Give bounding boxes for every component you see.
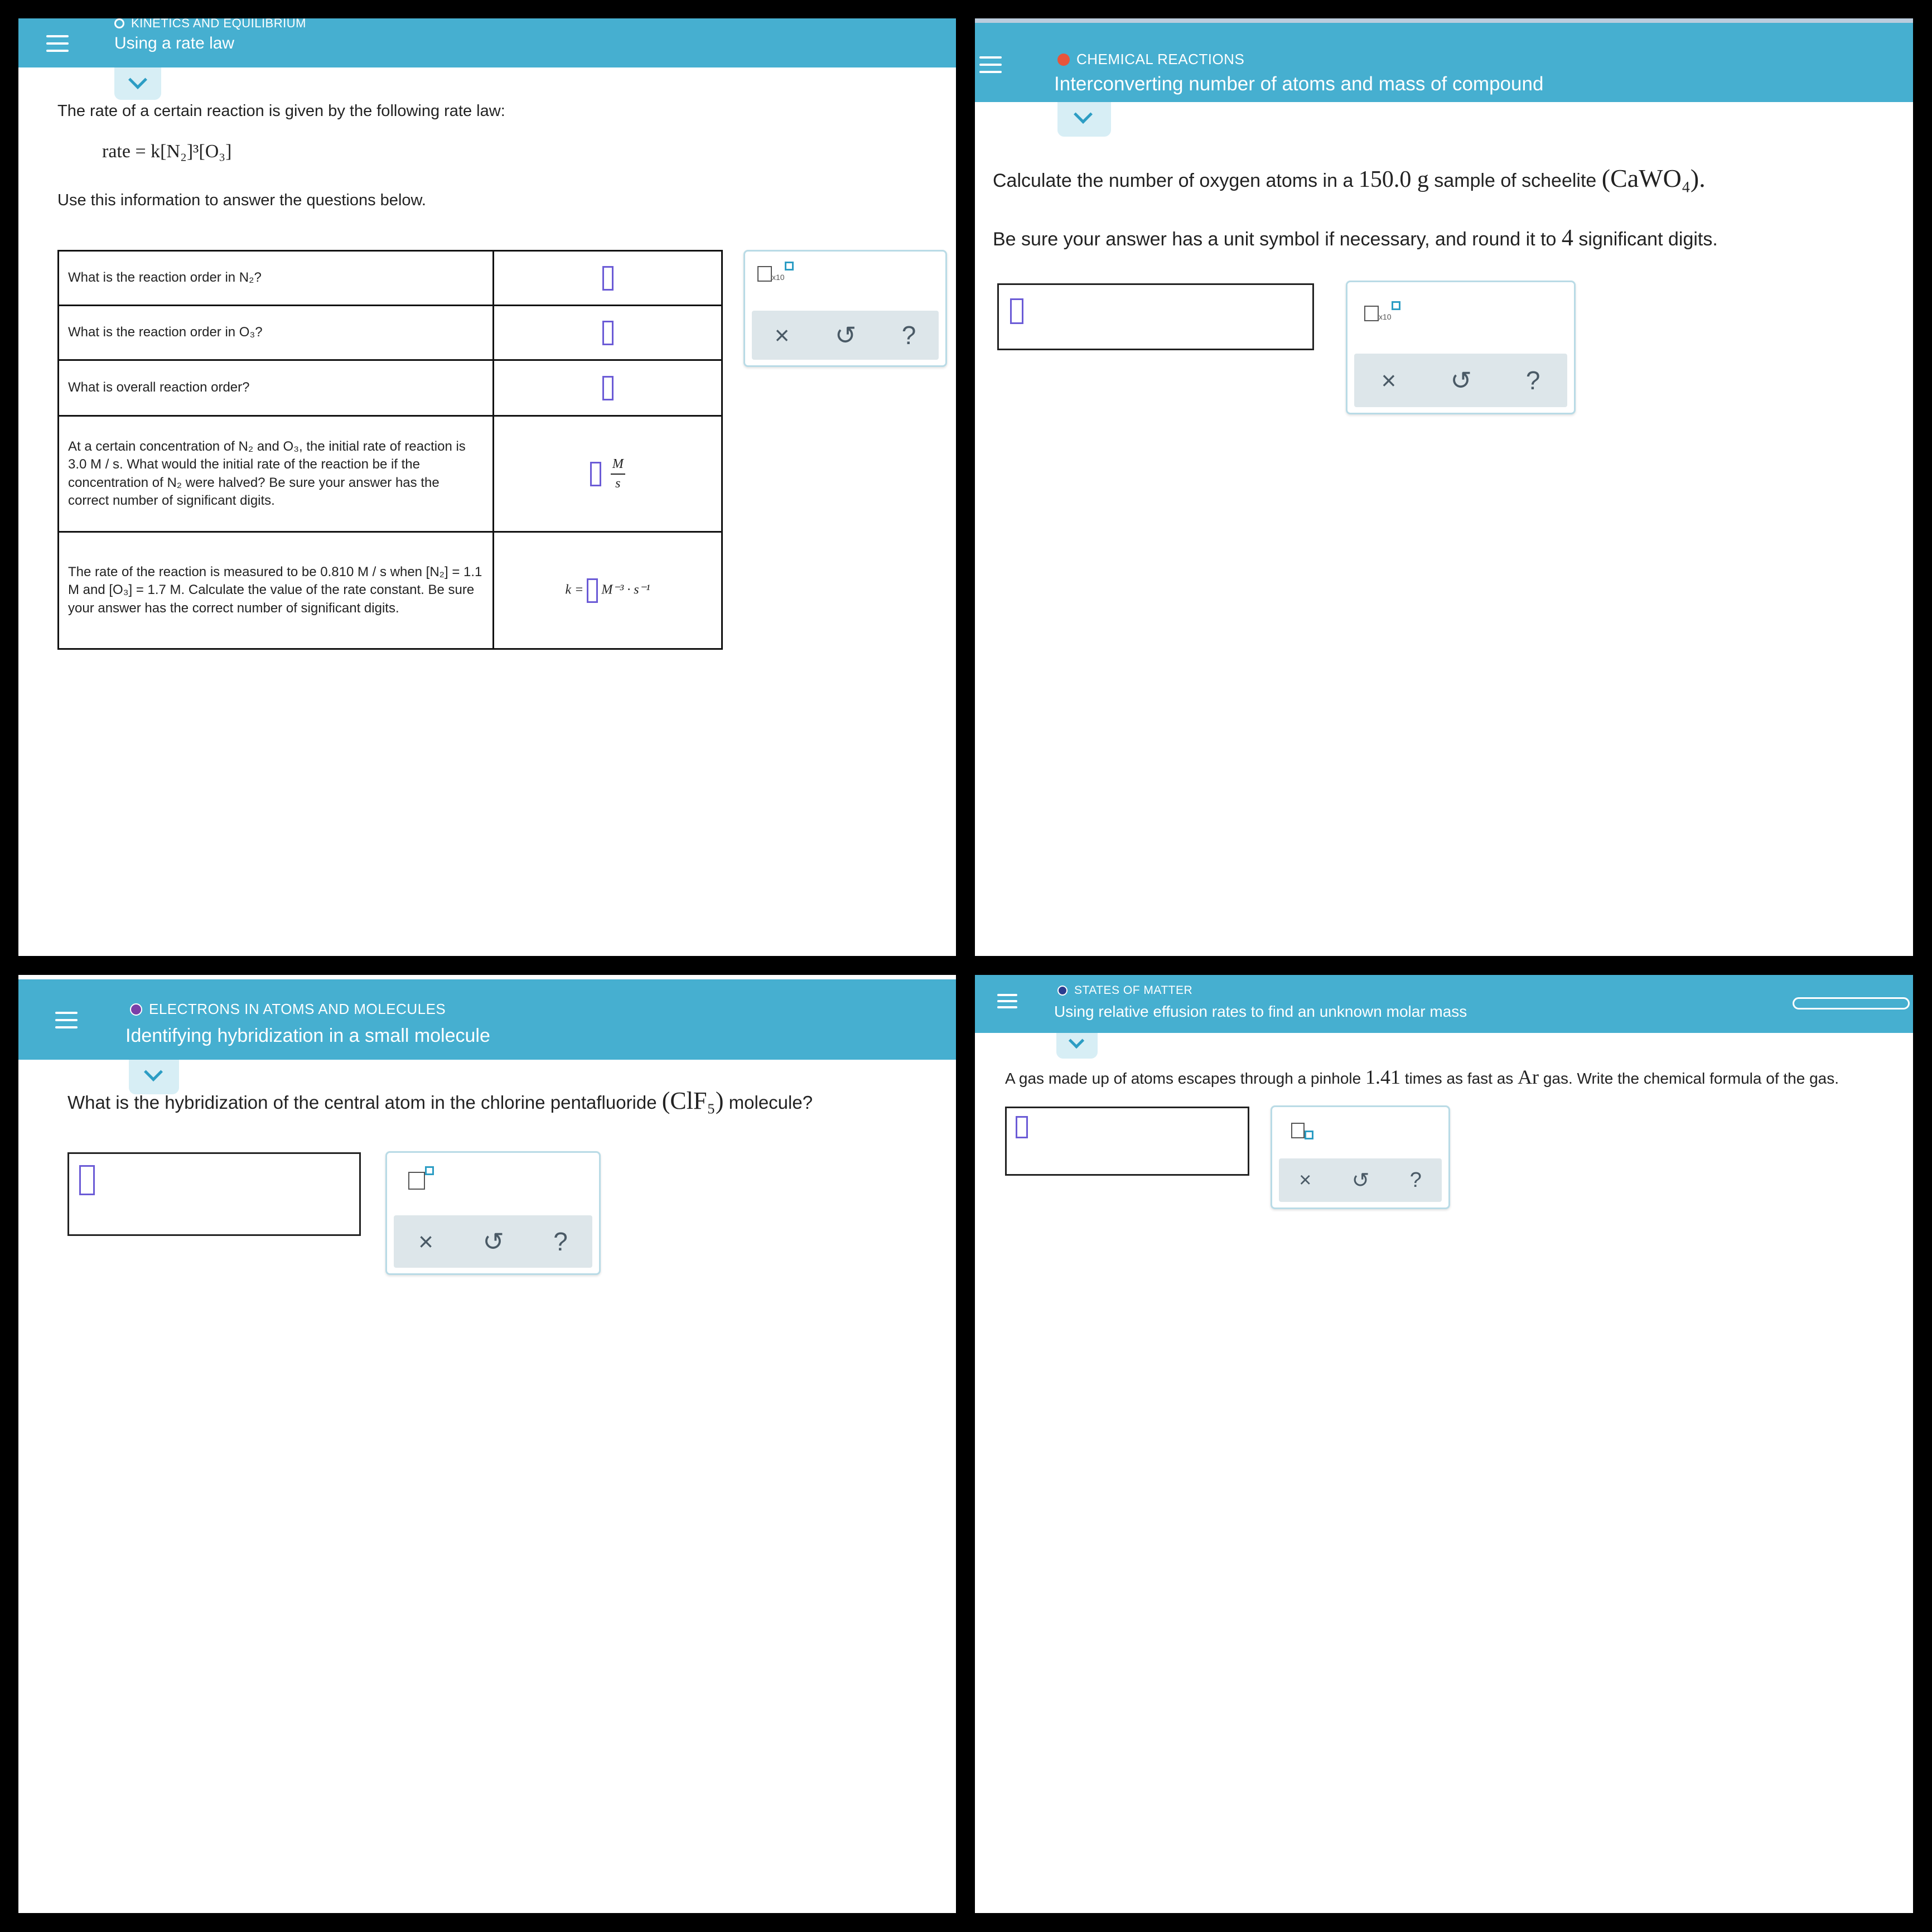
unit-numerator: M xyxy=(612,456,624,471)
answer-input[interactable] xyxy=(587,578,598,603)
progress-dot-icon xyxy=(114,18,124,28)
panel-chemical-reactions xyxy=(975,18,1913,956)
scientific-notation-button[interactable]: x10 xyxy=(757,266,794,282)
menu-icon[interactable] xyxy=(997,994,1017,1008)
status-dot-icon xyxy=(130,1003,142,1016)
menu-icon[interactable] xyxy=(55,1012,78,1028)
top-bar xyxy=(975,975,1913,1033)
sig-figs: 4 xyxy=(1561,225,1573,251)
answer-input[interactable] xyxy=(997,283,1314,350)
answer-cell[interactable] xyxy=(494,532,722,649)
chemical-formula: (ClF₅) xyxy=(661,1087,724,1114)
answer-input[interactable] xyxy=(602,321,614,345)
topic-category: ELECTRONS IN ATOMS AND MOLECULES xyxy=(130,1001,446,1018)
gas-formula: Ar xyxy=(1518,1066,1539,1088)
answer-toolbar xyxy=(1346,281,1576,414)
status-dot-icon xyxy=(1057,54,1070,66)
menu-icon[interactable] xyxy=(46,35,69,52)
toolbar-actions xyxy=(752,311,939,360)
superscript-button[interactable] xyxy=(408,1172,434,1190)
toolbar-actions xyxy=(1354,354,1567,407)
topic-title: Using a rate law xyxy=(114,34,235,52)
table-row xyxy=(59,532,722,649)
answer-toolbar xyxy=(1271,1105,1450,1209)
toolbar-actions xyxy=(394,1215,592,1268)
unit-fraction xyxy=(611,457,625,491)
rate-law: rate = k[N₂]³[O₃] xyxy=(102,141,232,162)
collapse-toggle[interactable] xyxy=(1057,102,1111,137)
status-dot-icon xyxy=(1057,986,1068,996)
text-cursor xyxy=(79,1165,95,1195)
toolbar-actions xyxy=(1279,1158,1442,1202)
panel-electrons xyxy=(18,975,956,1913)
answer-cell[interactable] xyxy=(494,251,722,306)
k-unit: M⁻³ · s⁻¹ xyxy=(601,582,650,597)
instruction-text: Be sure your answer has a unit symbol if necessary, and round it to 4 significant digits. xyxy=(993,225,1718,251)
topic-category: CHEMICAL REACTIONS xyxy=(1057,51,1244,68)
question-cell: The rate of the reaction is measured to be 0.810 M / s when [N₂] = 1.1 M and [O₃] = 1.7 M. Calculate the value of the rate constant. Be sure your answer has the correct number of significant digits. xyxy=(59,532,494,649)
chevron-down-icon xyxy=(144,1062,163,1081)
question-text: What is the hybridization of the central atom in the chlorine pentafluoride (ClF₅) molecule? xyxy=(67,1087,813,1114)
answer-input[interactable] xyxy=(67,1152,361,1236)
question-text: A gas made up of atoms escapes through a pinhole 1.41 times as fast as Ar gas. Write the chemical formula of the gas. xyxy=(1005,1066,1839,1088)
answer-cell[interactable] xyxy=(494,306,722,360)
progress-bar xyxy=(1793,997,1910,1010)
topic-title: Using relative effusion rates to find an unknown molar mass xyxy=(1054,1003,1467,1020)
help-icon[interactable]: ? xyxy=(553,1227,568,1256)
table-row xyxy=(59,360,722,416)
answer-input[interactable] xyxy=(602,376,614,400)
undo-icon[interactable]: ↺ xyxy=(1351,1168,1370,1192)
table-row xyxy=(59,416,722,532)
answer-cell[interactable] xyxy=(494,416,722,532)
answer-toolbar xyxy=(743,250,947,367)
k-label: k = xyxy=(565,582,584,597)
question-table xyxy=(57,250,723,650)
question-cell: What is the reaction order in N₂? xyxy=(59,251,494,306)
close-icon[interactable]: × xyxy=(774,321,790,350)
scientific-notation-button[interactable]: x10 xyxy=(1364,306,1400,321)
help-icon[interactable]: ? xyxy=(1525,366,1540,395)
menu-icon[interactable] xyxy=(979,56,1002,73)
topic-title: Interconverting number of atoms and mass of compound xyxy=(1054,73,1544,95)
answer-input[interactable] xyxy=(590,462,601,486)
question-cell: At a certain concentration of N₂ and O₃, the initial rate of reaction is 3.0 M / s. What would the initial rate of the reaction be if the concentration of N₂ were halved? Be sure your answer has the correct number of significant digits. xyxy=(59,416,494,532)
undo-icon[interactable]: ↺ xyxy=(834,321,857,350)
use-info-text: Use this information to answer the questions below. xyxy=(57,191,426,209)
undo-icon[interactable]: ↺ xyxy=(482,1227,504,1256)
top-bar xyxy=(975,18,1913,102)
answer-input[interactable] xyxy=(602,266,614,291)
topic-category: STATES OF MATTER xyxy=(1057,984,1192,997)
top-bar xyxy=(18,18,956,67)
collapse-toggle[interactable] xyxy=(1056,1033,1098,1059)
close-icon[interactable]: × xyxy=(1381,366,1397,395)
panel-states-of-matter xyxy=(975,975,1913,1913)
help-icon[interactable]: ? xyxy=(1409,1168,1422,1192)
topic-title: Identifying hybridization in a small molecule xyxy=(125,1025,490,1046)
text-cursor xyxy=(1010,298,1023,324)
intro-text: The rate of a certain reaction is given by the following rate law: xyxy=(57,102,505,120)
chevron-down-icon xyxy=(128,70,147,89)
answer-cell[interactable] xyxy=(494,360,722,416)
topic-category: KINETICS AND EQUILIBRIUM xyxy=(114,18,306,31)
text-cursor xyxy=(1016,1116,1028,1138)
collapse-toggle[interactable] xyxy=(114,67,161,100)
answer-toolbar xyxy=(385,1151,601,1275)
panel-kinetics xyxy=(18,18,956,956)
subscript-button[interactable] xyxy=(1291,1123,1313,1139)
question-cell: What is overall reaction order? xyxy=(59,360,494,416)
undo-icon[interactable]: ↺ xyxy=(1450,366,1472,395)
question-cell: What is the reaction order in O₃? xyxy=(59,306,494,360)
top-bar xyxy=(18,979,956,1060)
rate-ratio: 1.41 xyxy=(1365,1066,1400,1088)
table-row xyxy=(59,306,722,360)
table-row xyxy=(59,251,722,306)
close-icon[interactable]: × xyxy=(1299,1168,1312,1192)
sample-mass: 150.0 g xyxy=(1358,167,1429,192)
close-icon[interactable]: × xyxy=(418,1227,434,1256)
question-text: Calculate the number of oxygen atoms in a 150.0 g sample of scheelite (CaWO₄). xyxy=(993,164,1706,192)
chevron-down-icon xyxy=(1069,1033,1084,1049)
chevron-down-icon xyxy=(1074,105,1093,124)
help-icon[interactable]: ? xyxy=(901,321,916,350)
chemical-formula: (CaWO₄). xyxy=(1601,164,1706,192)
answer-input[interactable] xyxy=(1005,1107,1249,1176)
unit-denominator: s xyxy=(615,476,621,491)
